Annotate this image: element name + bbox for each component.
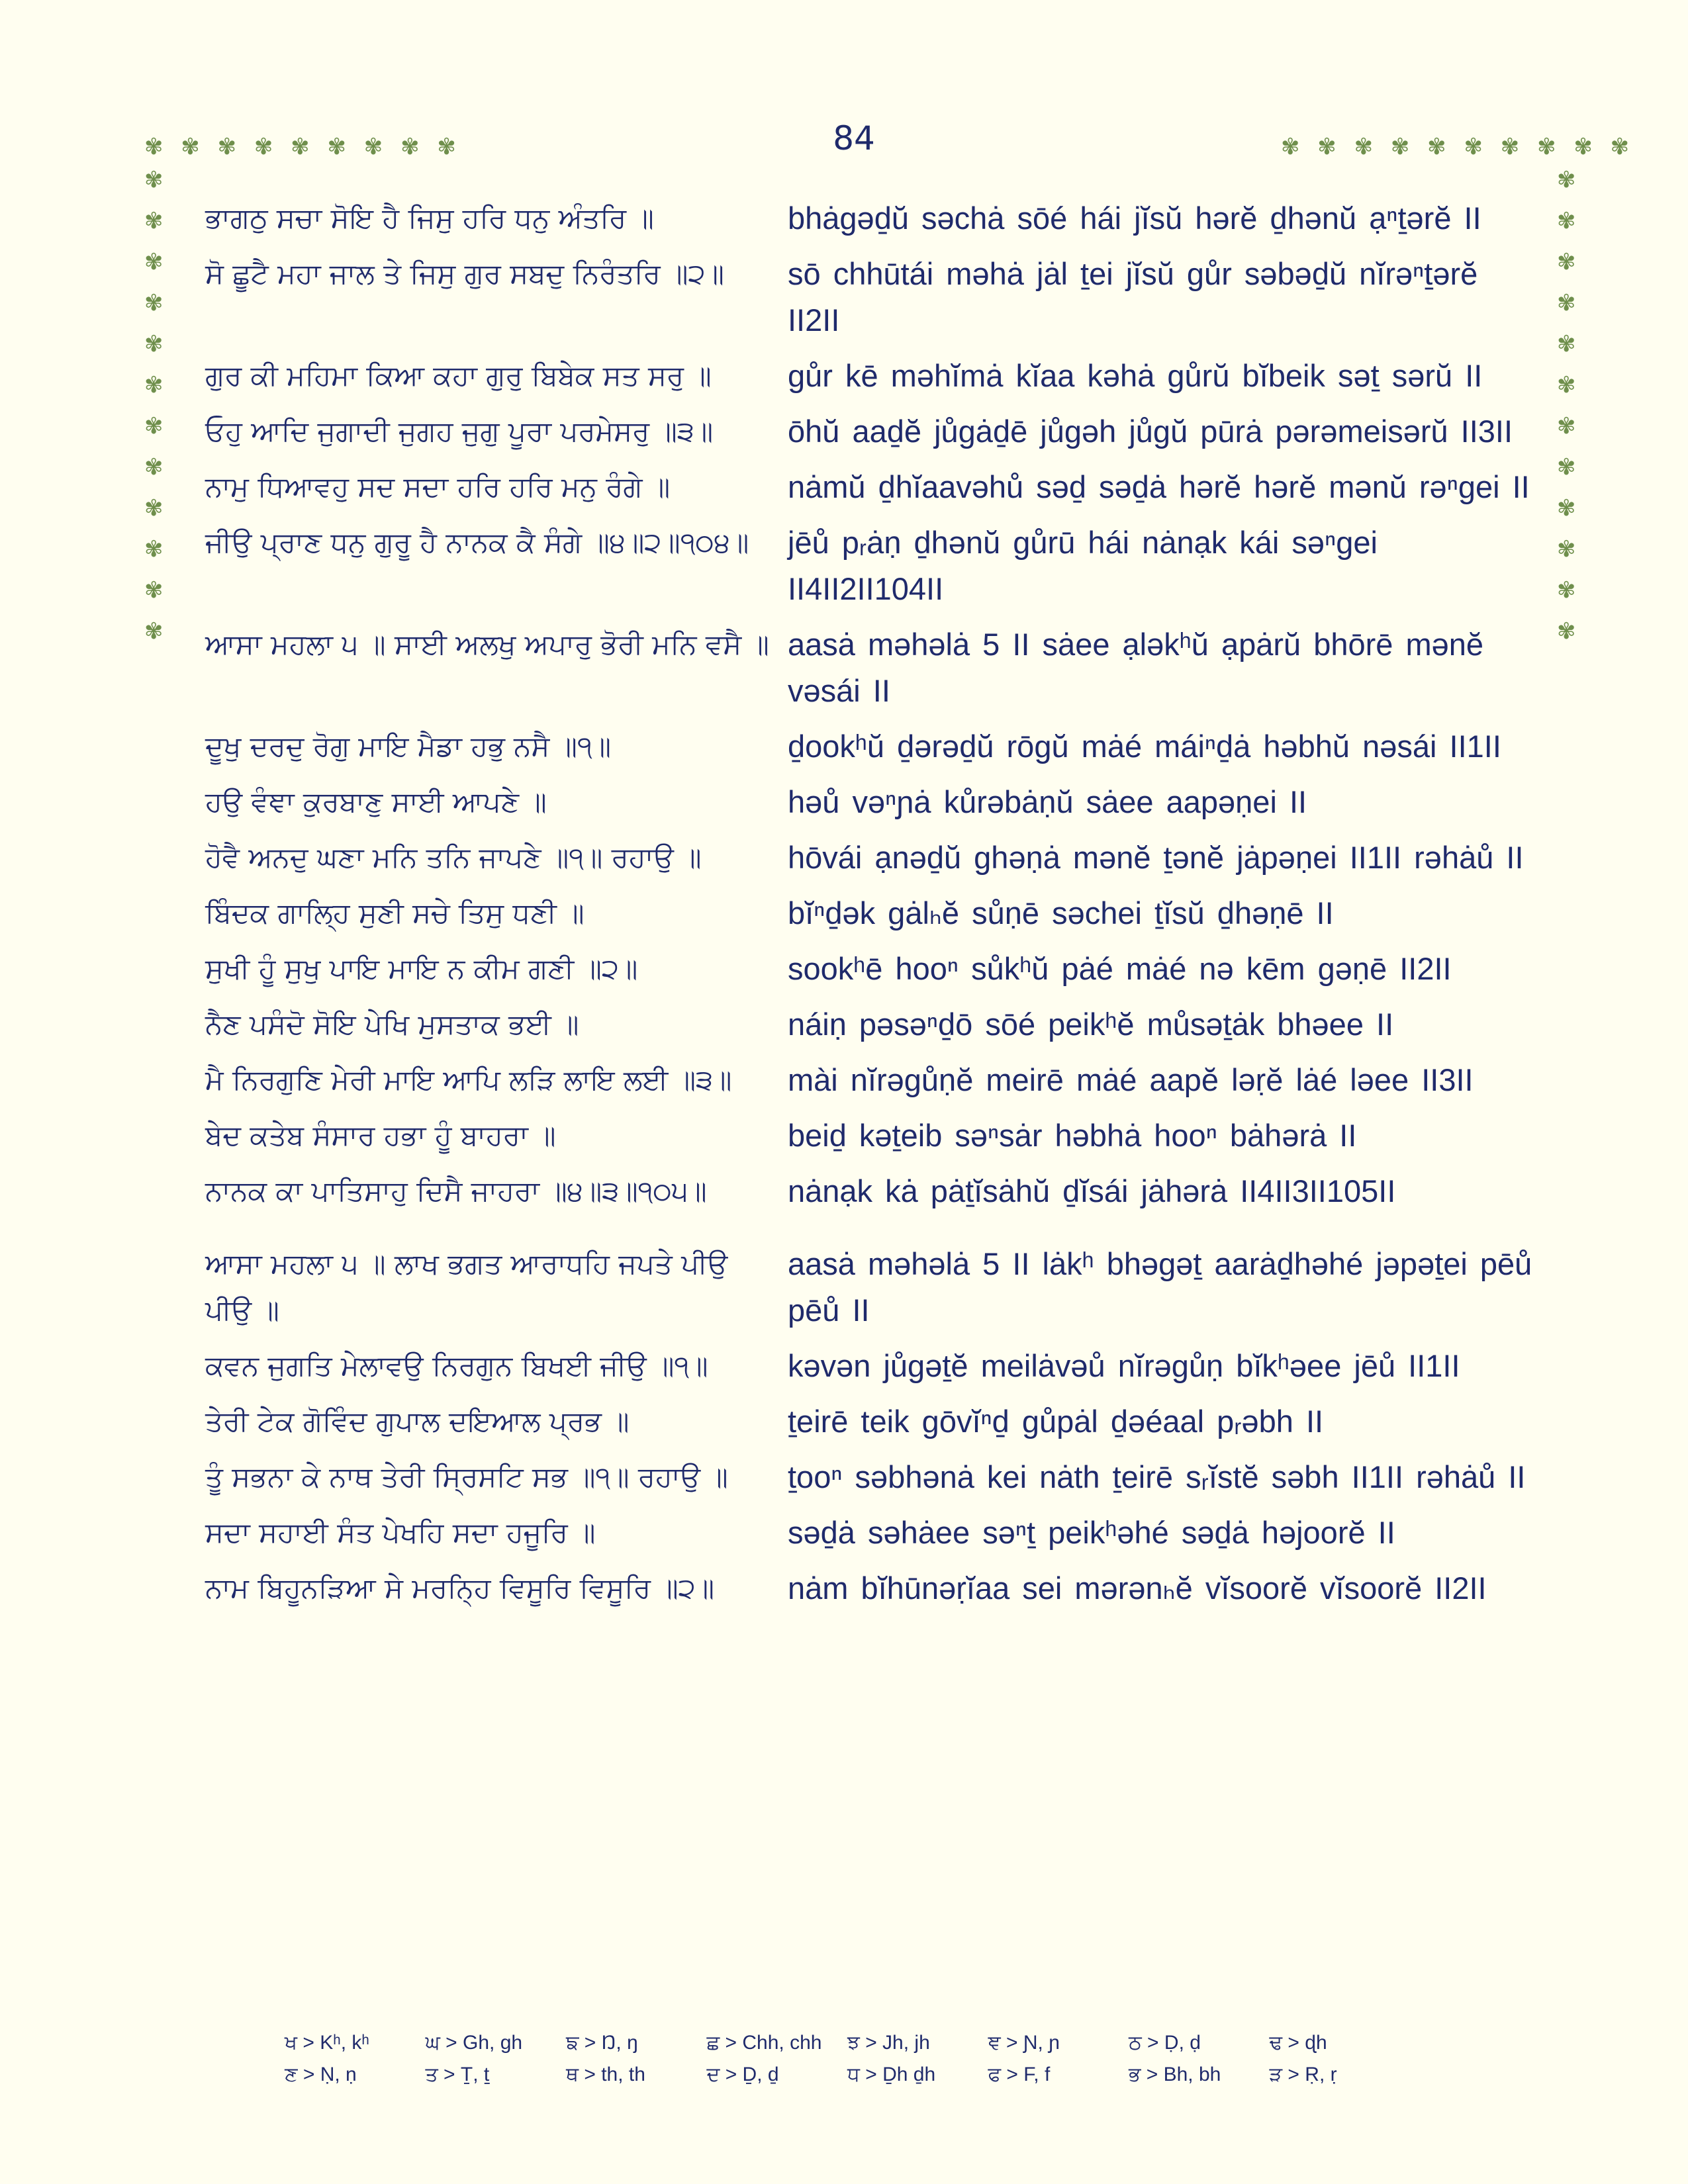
flower-ornament: ✾ — [1557, 208, 1576, 234]
top-right-flower-ornament: ✾ ✾ ✾ ✾ ✾ ✾ ✾ ✾ ✾ ✾ — [1281, 134, 1635, 160]
flower-ornament: ✾ — [1557, 577, 1576, 604]
gurmukhi-text: ਓਹੁ ਆਦਿ ਜੁਗਾਦੀ ਜੁਗਹ ਜੁਗੁ ਪੂਰਾ ਪਰਮੇਸਰੁ ॥੩॥ — [205, 415, 714, 447]
transliteration-text: kəvən jůgəṯĕ meilȧvəů nĭrəgůṇ bĭkʰəee jēů II1II — [788, 1348, 1460, 1383]
transliteration-text: ṯooⁿ səbhənȧ kei nȧth ṯeirē sᵣĭstĕ səbh II1II rəhȧů II — [788, 1459, 1526, 1494]
top-left-flower-ornament: ✾ ✾ ✾ ✾ ✾ ✾ ✾ ✾ ✾ — [144, 134, 461, 160]
transliteration-text: hōvái ạnəḏŭ ghəṇȧ mənĕ ṯənĕ jȧpəṇei II1II rəhȧů II — [788, 840, 1524, 875]
flower-ornament: ✾ — [144, 167, 164, 193]
verse-row — [205, 835, 1542, 881]
transliteration-text: aasȧ məhəlȧ 5 II sȧee ạləkʰŭ ạpȧrŭ bhōrē mənĕ vəsái II — [788, 627, 1484, 708]
flower-ornament: ✾ — [144, 536, 164, 563]
verse-row — [205, 1454, 1542, 1500]
legend-item: ਧ > Ḏh ḏh — [847, 2064, 936, 2085]
verse-row — [205, 1398, 1542, 1445]
gurmukhi-text: ਨਾਮੁ ਧਿਆਵਹੁ ਸਦ ਸਦਾ ਹਰਿ ਹਰਿ ਮਨੁ ਰੰਗੇ ॥ — [205, 471, 671, 503]
verse-row — [205, 1057, 1542, 1103]
gurmukhi-text: ਨੈਣ ਪਸੰਦੋ ਸੋਇ ਪੇਖਿ ਮੁਸਤਾਕ ਭਈ ॥ — [205, 1008, 579, 1040]
page-number: 84 — [833, 119, 875, 158]
verse-row — [205, 1168, 1542, 1214]
gurmukhi-text: ਸੁਖੀ ਹੂੰ ਸੁਖੁ ਪਾਇ ਮਾਇ ਨ ਕੀਮ ਗਣੀ ॥੨॥ — [205, 952, 638, 985]
gurmukhi-text: ਮੈ ਨਿਰਗੁਣਿ ਮੇਰੀ ਮਾਇ ਆਪਿ ਲੜਿ ਲਾਇ ਲਈ ॥੩॥ — [205, 1064, 732, 1096]
transliteration-text: bĭⁿḏək gȧlₕĕ sůṇē səchei ṯĭsŭ ḏhəṇē II — [788, 895, 1334, 931]
section-gap — [205, 1224, 1542, 1241]
legend-item: ਤ > Ṯ, ṯ — [425, 2064, 490, 2085]
flower-ornament: ✾ — [1557, 454, 1576, 480]
transliteration-text: nȧmŭ ḏhĭaavəhů səḏ səḏȧ hərĕ hərĕ mənŭ rəⁿgei II — [788, 469, 1530, 504]
flower-ornament: ✾ — [144, 331, 164, 357]
verse-row — [205, 251, 1542, 343]
verse-row — [205, 195, 1542, 242]
flower-ornament: ✾ — [144, 618, 164, 645]
gurmukhi-text: ਹੋਵੈ ਅਨਦੁ ਘਣਾ ਮਨਿ ਤਨਿ ਜਾਪਣੇ ॥੧॥ ਰਹਾਉ ॥ — [205, 841, 702, 874]
legend-item: ਠ > Ḍ, ḍ — [1129, 2032, 1201, 2054]
verse-row — [205, 890, 1542, 936]
verse-table — [205, 195, 1542, 1621]
transliteration-text: náiṇ pəsəⁿḏō sōé peikʰĕ můsəṯȧk bhəee II — [788, 1007, 1394, 1042]
flower-ornament: ✾ — [144, 249, 164, 275]
legend-item: ਭ > Bh, bh — [1129, 2064, 1221, 2085]
legend-item: ਫ > F, f — [988, 2064, 1051, 2085]
verse-row — [205, 520, 1542, 612]
verse-row — [205, 1343, 1542, 1389]
flower-ornament: ✾ — [1557, 167, 1576, 193]
legend-item: ਦ > Ḏ, ḏ — [706, 2064, 779, 2085]
left-flower-border — [144, 169, 171, 661]
flower-ornament: ✾ — [1557, 290, 1576, 316]
gurmukhi-text: ਨਾਨਕ ਕਾ ਪਾਤਿਸਾਹੁ ਦਿਸੈ ਜਾਹਰਾ ॥੪॥੩॥੧੦੫॥ — [205, 1175, 707, 1207]
transliteration-text: sookʰē hooⁿ sůkʰŭ pȧé mȧé nə kēm gəṇē II2II — [788, 951, 1452, 986]
transliteration-text: nȧnạk kȧ pȧṯĭsȧhŭ ḏĭsái jȧhərȧ II4II3II105II — [788, 1173, 1396, 1208]
transliteration-text: nȧm bĭhūnəṛĭaa sei mərənₕĕ vĭsoorĕ vĭsoorĕ II2II — [788, 1570, 1487, 1606]
verse-row — [205, 1510, 1542, 1556]
legend-item: ਖ > Kʰ, kʰ — [285, 2032, 369, 2054]
verse-row — [205, 1241, 1542, 1334]
flower-ornament: ✾ — [1557, 413, 1576, 439]
transliteration-text: səḏȧ səhȧee səⁿṯ peikʰəhé səḏȧ həjoorĕ II — [788, 1515, 1395, 1550]
gurmukhi-text: ਹਉ ਵੰਞਾ ਕੁਰਬਾਣੁ ਸਾਈ ਆਪਣੇ ॥ — [205, 786, 547, 818]
flower-ornament: ✾ — [1557, 618, 1576, 645]
legend-item: ਥ > th, th — [566, 2064, 645, 2085]
flower-ornament: ✾ — [144, 454, 164, 480]
gurmukhi-text: ਦੂਖੁ ਦਰਦੁ ਰੋਗੁ ਮਾਇ ਮੈਡਾ ਹਭੁ ਨਸੈ ॥੧॥ — [205, 730, 612, 762]
gurmukhi-text: ਭਾਗਠੁ ਸਚਾ ਸੋਇ ਹੈ ਜਿਸੁ ਹਰਿ ਧਨੁ ਅੰਤਰਿ ॥ — [205, 202, 654, 234]
gurmukhi-text: ਸਦਾ ਸਹਾਈ ਸੰਤ ਪੇਖਹਿ ਸਦਾ ਹਜੂਰਿ ॥ — [205, 1516, 596, 1549]
verse-row — [205, 946, 1542, 992]
verse-row — [205, 353, 1542, 399]
gurmukhi-text: ਕਵਨ ਜੁਗਤਿ ਮੇਲਾਵਉ ਨਿਰਗੁਨ ਬਿਖਈ ਜੀਉ ॥੧॥ — [205, 1349, 708, 1382]
flower-ornament: ✾ — [1557, 536, 1576, 563]
gurmukhi-text: ਗੁਰ ਕੀ ਮਹਿਮਾ ਕਿਆ ਕਹਾ ਗੁਰੁ ਬਿਬੇਕ ਸਤ ਸਰੁ ॥ — [205, 359, 712, 392]
transliteration-text: gůr kē məhĭmȧ kĭaa kəhȧ gůrŭ bĭbeik səṯ sərŭ II — [788, 358, 1483, 393]
flower-ornament: ✾ — [144, 577, 164, 604]
gurmukhi-text: ਨਾਮ ਬਿਹੂਨੜਿਆ ਸੇ ਮਰਨ੍ਹਿ ਵਿਸੂਰਿ ਵਿਸੂਰਿ ॥੨॥ — [205, 1572, 715, 1604]
verse-row — [205, 621, 1542, 714]
legend-item: ਛ > Chh, chh — [706, 2032, 822, 2054]
gurmukhi-text: ਬਿੰਦਕ ਗਾਲ੍ਹਿ ਸੁਣੀ ਸਚੇ ਤਿਸੁ ਧਣੀ ॥ — [205, 897, 585, 929]
verse-row — [205, 723, 1542, 770]
flower-ornament: ✾ — [144, 290, 164, 316]
legend-item: ਣ > Ṇ, ṇ — [285, 2064, 357, 2085]
legend-row-1 — [285, 2032, 1410, 2054]
verse-row — [205, 1001, 1542, 1048]
flower-ornament: ✾ — [1557, 372, 1576, 398]
transliteration-text: ōhŭ aaḏĕ jůgȧḏē jůgəh jůgŭ pūrȧ pərəmeisərŭ II3II — [788, 414, 1513, 449]
transliteration-text: ṯeirē teik gōvĭⁿḏ gůpȧl ḏəéaal pᵣəbh II — [788, 1404, 1324, 1439]
flower-ornament: ✾ — [144, 208, 164, 234]
legend-item: ਙ > Ŋ, ŋ — [566, 2032, 638, 2054]
gurmukhi-text: ਤੂੰ ਸਭਨਾ ਕੇ ਨਾਥ ਤੇਰੀ ਸ੍ਰਿਸਟਿ ਸਭ ॥੧॥ ਰਹਾਉ ॥ — [205, 1461, 728, 1493]
verse-row — [205, 408, 1542, 455]
flower-ornament: ✾ — [144, 413, 164, 439]
flower-ornament: ✾ — [144, 372, 164, 398]
gurmukhi-text: ਜੀਉ ਪ੍ਰਾਣ ਧਨੁ ਗੁਰੂ ਹੈ ਨਾਨਕ ਕੈ ਸੰਗੇ ॥੪॥੨॥੧੦੪॥ — [205, 526, 749, 559]
gurmukhi-text: ਤੇਰੀ ਟੇਕ ਗੋਵਿੰਦ ਗੁਪਾਲ ਦਇਆਲ ਪ੍ਰਭ ॥ — [205, 1405, 630, 1437]
flower-ornament: ✾ — [1557, 249, 1576, 275]
transliteration-text: mài nĭrəgůṇĕ meirē mȧé aapĕ ləṛĕ lȧé ləee II3II — [788, 1062, 1474, 1097]
transliteration-text: bhȧgəḏŭ səchȧ sōé hái jĭsŭ hərĕ ḏhənŭ ạⁿṯərĕ II — [788, 201, 1481, 236]
verse-row — [205, 1565, 1542, 1612]
verse-row — [205, 1113, 1542, 1159]
gurmukhi-text: ਬੇਦ ਕਤੇਬ ਸੰਸਾਰ ਹਭਾ ਹੂੰ ਬਾਹਰਾ ॥ — [205, 1119, 556, 1152]
flower-ornament: ✾ — [1557, 495, 1576, 522]
transliteration-text: ḏookʰŭ ḏərəḏŭ rōgŭ mȧé máiⁿḏȧ həbhŭ nəsái II1II — [788, 729, 1501, 764]
transliteration-text: sō chhūtái məhȧ jȧl ṯei jĭsŭ gůr səbəḏŭ nĭrəⁿṯərĕ II2II — [788, 256, 1478, 338]
legend-item: ਝ > Jh, jh — [847, 2032, 930, 2054]
legend-item: ੜ > Ṛ, ṛ — [1269, 2064, 1337, 2085]
transliteration-text: beiḏ kəṯeib səⁿsȧr həbhȧ hooⁿ bȧhərȧ II — [788, 1118, 1357, 1153]
legend-item: ਞ > Ɲ, ɲ — [988, 2032, 1060, 2054]
legend-row-2 — [285, 2064, 1410, 2086]
transliteration-text: aasȧ məhəlȧ 5 II lȧkʰ bhəgəṯ aarȧḏhəhé jəpəṯei pēů pēů II — [788, 1246, 1532, 1328]
flower-ornament: ✾ — [144, 495, 164, 522]
transliteration-text: jēů pᵣȧṇ ḏhənŭ gůrū hái nȧnạk kái səⁿgei II4II2II104II — [788, 525, 1378, 606]
legend-item: ਘ > Gh, gh — [425, 2032, 523, 2054]
right-flower-border — [1557, 169, 1583, 661]
flower-ornament: ✾ — [1557, 331, 1576, 357]
verse-row — [205, 464, 1542, 510]
legend-item: ਢ > ɖh — [1269, 2032, 1327, 2054]
gurmukhi-text: ਸੋ ਛੂਟੈ ਮਹਾ ਜਾਲ ਤੇ ਜਿਸੁ ਗੁਰ ਸਬਦੁ ਨਿਰੰਤਰਿ ॥੨॥ — [205, 257, 724, 290]
verse-row — [205, 779, 1542, 825]
transliteration-text: həů vəⁿɲȧ kůrəbȧṇŭ sȧee aapəṇei II — [788, 784, 1307, 819]
gurmukhi-text: ਆਸਾ ਮਹਲਾ ੫ ॥ ਸਾਈ ਅਲਖੁ ਅਪਾਰੁ ਭੋਰੀ ਮਨਿ ਵਸੈ ॥ — [205, 628, 769, 660]
transliteration-legend — [285, 2032, 1410, 2095]
gurmukhi-text: ਆਸਾ ਮਹਲਾ ੫ ॥ ਲਾਖ ਭਗਤ ਆਰਾਧਹਿ ਜਪਤੇ ਪੀਉ ਪੀਉ ॥ — [205, 1248, 728, 1326]
